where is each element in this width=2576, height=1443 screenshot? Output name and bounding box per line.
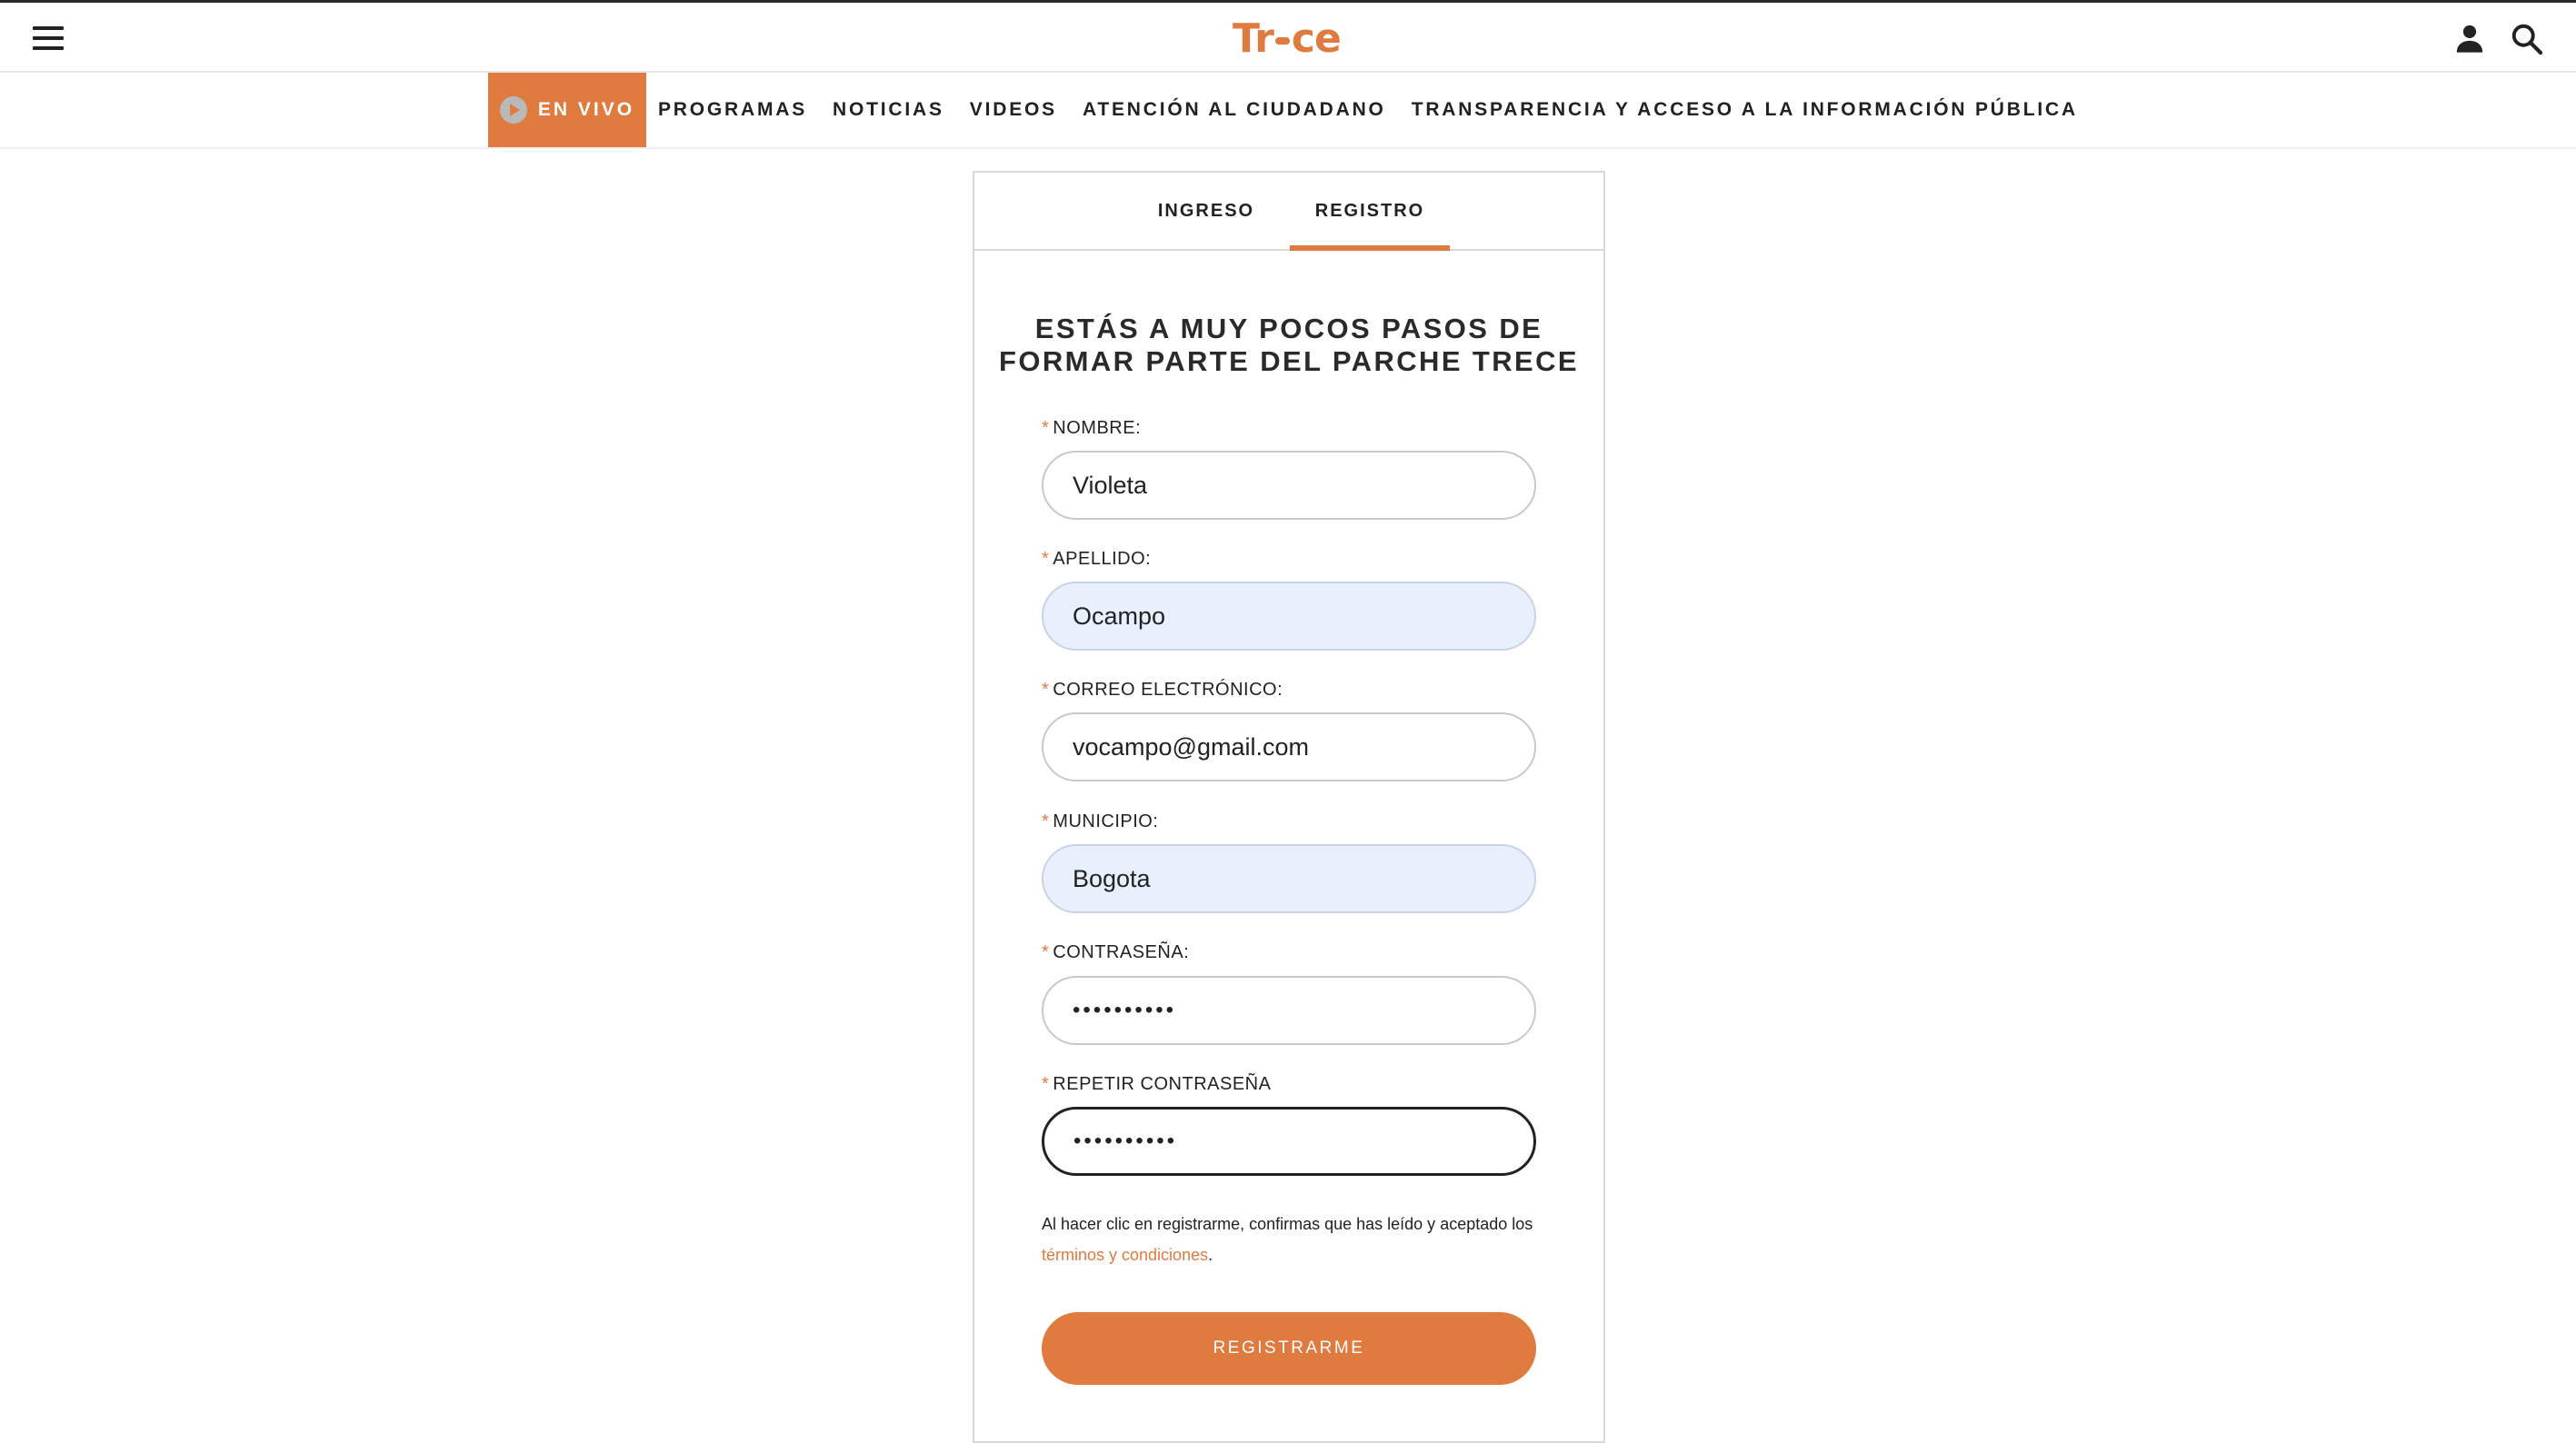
search-icon[interactable] — [2511, 23, 2543, 55]
user-icon[interactable] — [2454, 23, 2485, 54]
auth-tabs — [974, 173, 1603, 251]
municipio-label — [1042, 811, 1158, 832]
terms-period: . — [1208, 1246, 1213, 1264]
hamburger-menu-icon[interactable] — [33, 26, 64, 50]
correo-label — [1042, 680, 1283, 701]
terms-link[interactable]: términos y condiciones — [1042, 1246, 1209, 1264]
nav-links — [658, 73, 2103, 147]
nombre-label-text: NOMBRE: — [1053, 418, 1142, 438]
required-mark: * — [1042, 811, 1050, 831]
nombre-label — [1042, 418, 1141, 439]
tab-login[interactable]: INGRESO — [1157, 201, 1255, 221]
live-button[interactable] — [488, 73, 646, 147]
register-button[interactable]: REGISTRARME — [1042, 1312, 1536, 1385]
terms-text: Al hacer clic en registrarme, confirmas que has leído y aceptado los — [1042, 1215, 1533, 1233]
nav-item-noticias[interactable]: NOTICIAS — [833, 99, 944, 120]
logo-dot — [1275, 37, 1290, 45]
email-input[interactable]: vocampo@gmail.com — [1042, 712, 1536, 781]
nombre-input[interactable]: Violeta — [1042, 451, 1536, 520]
nav-item-videos[interactable]: VIDEOS — [969, 99, 1057, 120]
nav-item-atencion[interactable]: ATENCIÓN AL CIUDADANO — [1082, 99, 1386, 120]
main-nav — [0, 73, 2576, 149]
logo-text-right: ce — [1291, 15, 1341, 62]
terms-notice — [1042, 1209, 1551, 1270]
logo-text-left: Tr — [1233, 15, 1273, 62]
tab-register[interactable]: REGISTRO — [1290, 173, 1450, 251]
contrasena-label — [1042, 942, 1189, 963]
repeat-password-input[interactable]: •••••••••• — [1042, 1107, 1536, 1176]
play-icon — [500, 96, 527, 124]
auth-card — [973, 171, 1605, 1443]
form-heading-line-2: FORMAR PARTE DEL PARCHE TRECE — [999, 345, 1579, 377]
password-input[interactable]: •••••••••• — [1042, 976, 1536, 1045]
required-mark: * — [1042, 1074, 1050, 1094]
form-heading — [974, 313, 1603, 378]
nav-item-transparencia[interactable]: TRANSPARENCIA Y ACCESO A LA INFORMACIÓN PÚBLICA — [1411, 99, 2078, 120]
municipio-input[interactable]: Bogota — [1042, 844, 1536, 913]
apellido-label — [1042, 549, 1151, 570]
required-mark: * — [1042, 549, 1050, 569]
correo-label-text: CORREO ELECTRÓNICO: — [1053, 680, 1283, 700]
required-mark: * — [1042, 418, 1050, 438]
required-mark: * — [1042, 680, 1050, 700]
nav-item-programas[interactable]: PROGRAMAS — [658, 99, 808, 120]
municipio-label-text: MUNICIPIO: — [1053, 811, 1159, 831]
repetir-label-text: REPETIR CONTRASEÑA — [1053, 1074, 1272, 1094]
apellido-input[interactable]: Ocampo — [1042, 582, 1536, 651]
apellido-label-text: APELLIDO: — [1053, 549, 1152, 569]
form-heading-line-1: ESTÁS A MUY POCOS PASOS DE — [1034, 313, 1543, 344]
repetir-label — [1042, 1074, 1271, 1095]
contrasena-label-text: CONTRASEÑA: — [1053, 942, 1190, 962]
live-label: EN VIVO — [537, 99, 635, 120]
top-bar — [0, 0, 2576, 73]
logo[interactable] — [1233, 12, 1341, 66]
required-mark: * — [1042, 942, 1050, 962]
